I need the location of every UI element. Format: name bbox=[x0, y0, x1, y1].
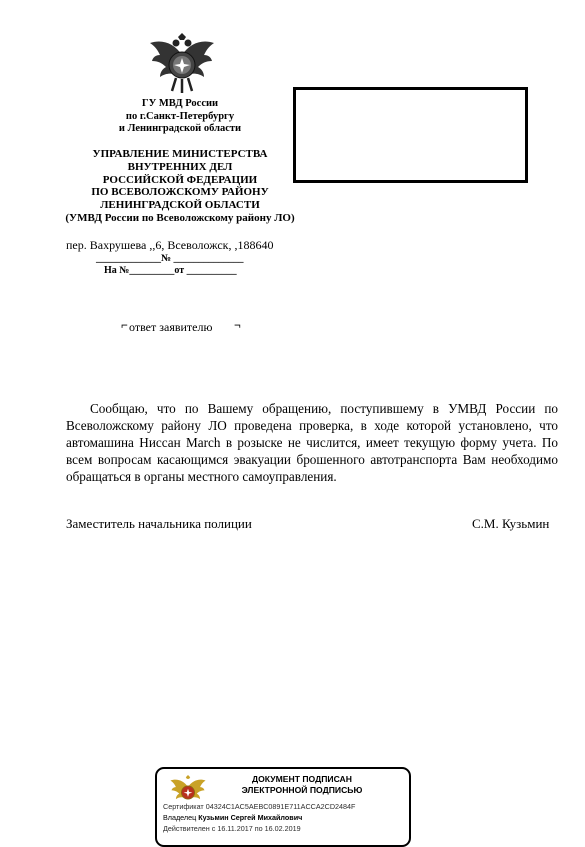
owner-label: Владелец bbox=[163, 813, 197, 822]
stamp-title-line: ДОКУМЕНТ ПОДПИСАН bbox=[252, 774, 352, 784]
stamp-title bbox=[212, 774, 392, 795]
certificate-line bbox=[163, 802, 355, 811]
registration-line: _____________№ ______________ bbox=[96, 253, 244, 264]
subject-line: ответ заявителю bbox=[129, 320, 213, 334]
stamp-title-line: ЭЛЕКТРОННОЙ ПОДПИСЬЮ bbox=[241, 784, 363, 795]
authority-line: (УМВД России по Всеволожскому району ЛО) bbox=[65, 211, 295, 224]
address: пер. Вахрушева ,,6, Всеволожск, ,188640 bbox=[66, 238, 274, 252]
authority-line: ПО ВСЕВОЛОЖСКОМУ РАЙОНУ bbox=[91, 186, 269, 199]
certificate-value: 04324C1AC5AEBC0891E711ACCA2CD2484F bbox=[205, 802, 356, 811]
signer-name: С.М. Кузьмин bbox=[472, 516, 550, 531]
e-signature-stamp bbox=[155, 767, 411, 847]
department-line: и Ленинградской области bbox=[118, 123, 242, 134]
authority-block bbox=[40, 148, 320, 225]
authority-line: ЛЕНИНГРАДСКОЙ ОБЛАСТИ bbox=[100, 199, 260, 212]
reply-line: На №_________от __________ bbox=[104, 265, 237, 276]
department-line: ГУ МВД России bbox=[141, 98, 219, 109]
redacted-recipient-box bbox=[293, 87, 528, 183]
body-paragraph: Сообщаю, что по Вашему обращению, поступившему в УМВД России по Всеволожскому району ЛО проведена проверка, в ходе которой установлено, что автомашина Ниссан March в розыске не числится, имеет текущую форму учета. По всем вопросам касающимся эвакуации брошенного автотранспорта Вам необходимо обращаться в органы местного самоуправления. bbox=[66, 401, 558, 484]
subject-corner-close: ¬ bbox=[234, 318, 241, 332]
authority-line: РОССИЙСКОЙ ФЕДЕРАЦИИ bbox=[102, 173, 258, 186]
signer-title: Заместитель начальника полиции bbox=[66, 516, 252, 531]
owner-line bbox=[163, 813, 302, 822]
department-line: по г.Санкт-Петербургу bbox=[125, 110, 235, 122]
eagle-emblem-icon bbox=[148, 33, 216, 95]
certificate-label: Сертификат bbox=[163, 802, 204, 811]
authority-line: ВНУТРЕННИХ ДЕЛ bbox=[127, 160, 233, 173]
department-block bbox=[80, 98, 280, 136]
subject-corner-open: ⌐ bbox=[121, 318, 128, 332]
validity-line: Действителен с 16.11.2017 по 16.02.2019 bbox=[163, 824, 301, 833]
authority-line: УПРАВЛЕНИЕ МИНИСТЕРСТВА bbox=[92, 148, 268, 160]
owner-value: Кузьмин Сергей Михайлович bbox=[198, 813, 303, 822]
